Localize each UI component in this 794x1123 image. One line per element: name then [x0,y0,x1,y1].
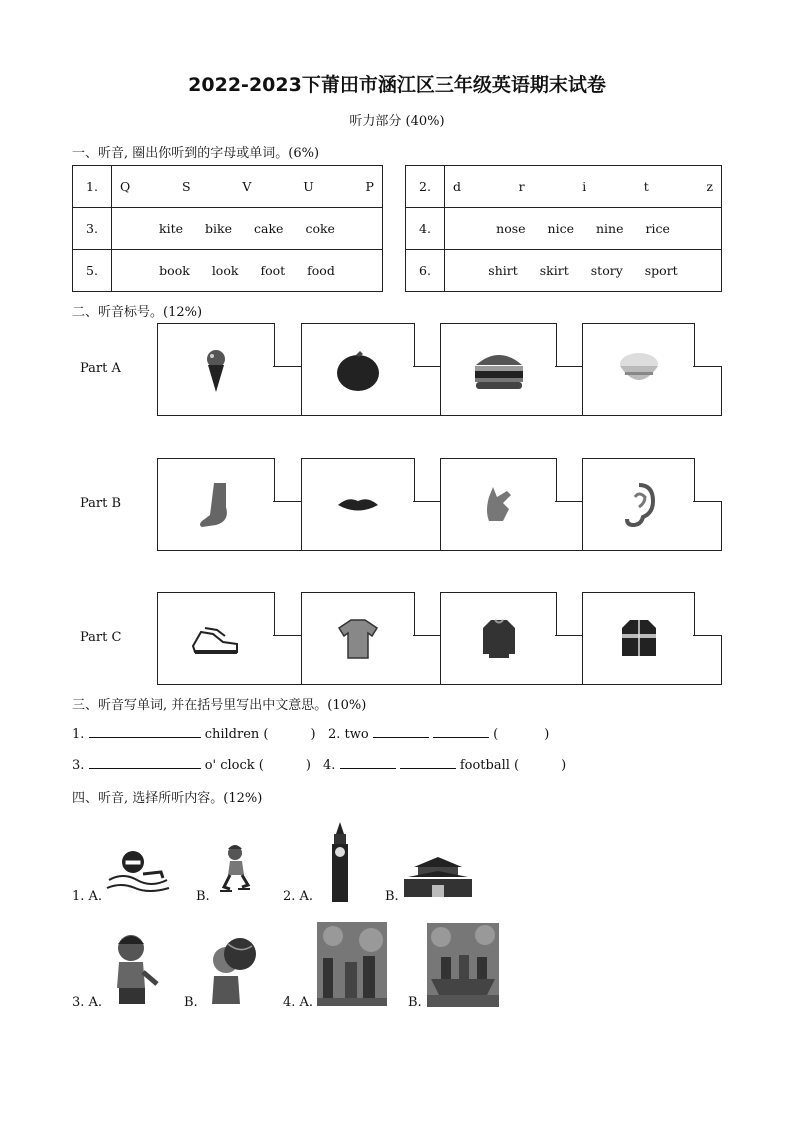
ice-cream-icon [201,347,231,393]
letter-choices [112,179,382,194]
page-subtitle: 听力部分 (40%) [349,114,445,129]
part-a-label: Part A [80,361,121,376]
answer-blank[interactable] [89,725,201,738]
row-number: 6. [406,250,445,292]
jacket-icon [620,618,658,660]
option-label[interactable]: B. [408,995,422,1010]
answer-blank[interactable] [340,756,396,769]
choice[interactable]: t [643,179,649,194]
row-number: 5. [73,250,112,292]
choice[interactable]: P [365,179,374,194]
answer-blank[interactable] [400,756,456,769]
answer-box[interactable] [693,501,722,551]
answer-box[interactable] [555,366,584,416]
option-label[interactable]: 1. A. [72,889,103,904]
picture-box [157,323,275,416]
tiananmen-icon [404,855,472,897]
row-number: 1. [73,166,112,208]
answer-box[interactable] [413,366,442,416]
picture-box [301,592,415,685]
option-label[interactable]: 2. A. [283,889,314,904]
picture-box [157,592,275,685]
section1-heading: 一、听音, 圈出你听到的字母或单词。(6%) [72,146,320,161]
hand-icon [481,485,517,525]
section1-table-right [405,165,722,292]
option-label[interactable]: B. [184,995,198,1010]
choice[interactable]: nine [595,221,624,236]
answer-blank[interactable] [373,725,429,738]
choice[interactable]: i [582,179,587,194]
choice[interactable]: U [303,179,314,194]
word-choices [445,221,721,236]
section2-heading: 二、听音标号。(12%) [72,305,203,320]
foot-icon [196,481,236,529]
part-b-label: Part B [80,496,122,511]
answer-blank[interactable] [89,756,201,769]
choice[interactable]: sport [644,263,678,278]
answer-blank[interactable] [433,725,489,738]
sweater-icon [481,618,517,660]
picture-box [582,458,695,551]
choice[interactable]: Q [120,179,131,194]
answer-box[interactable] [413,501,442,551]
choice[interactable]: book [159,263,190,278]
answer-box[interactable] [555,501,584,551]
answer-box[interactable] [273,635,302,685]
choice[interactable]: skirt [539,263,569,278]
picture-box [301,458,415,551]
boy-running-icon [107,932,159,1006]
choice[interactable]: food [307,263,335,278]
question-3-4: 4. football ( ) [323,758,567,773]
family-walking-photo [317,922,387,1006]
choice[interactable]: S [182,179,191,194]
section3-heading: 三、听音写单词, 并在括号里写出中文意思。(10%) [72,698,367,713]
page-title: 2022-2023下莆田市涵江区三年级英语期末试卷 [188,74,606,96]
clock-tower-icon [328,822,352,902]
swimming-icon [103,846,173,898]
picture-box [157,458,275,551]
option-label[interactable]: B. [196,889,210,904]
answer-box[interactable] [413,635,442,685]
word-choices [445,263,721,278]
choice[interactable]: cake [254,221,284,236]
answer-box[interactable] [693,635,722,685]
word-choices [112,221,382,236]
picture-box [440,592,557,685]
answer-box[interactable] [693,366,722,416]
choice[interactable]: kite [159,221,184,236]
ear-icon [623,483,655,527]
part-c-label: Part C [80,630,122,645]
section1-table-left [72,165,383,292]
girl-ball-icon [206,936,258,1006]
choice[interactable]: look [211,263,239,278]
row-number: 4. [406,208,445,250]
choice[interactable]: r [518,179,525,194]
word-choices [112,263,382,278]
t-shirt-icon [337,618,379,660]
question-3-3: 3. o' clock ( ) [72,758,311,773]
picture-box [440,458,557,551]
choice[interactable]: nice [547,221,574,236]
row-number: 3. [73,208,112,250]
choice[interactable]: story [590,263,623,278]
choice[interactable]: nose [496,221,526,236]
option-label[interactable]: 3. A. [72,995,103,1010]
choice[interactable]: bike [205,221,233,236]
answer-box[interactable] [273,501,302,551]
letter-choices [445,179,721,194]
shoes-icon [191,622,241,656]
picture-box [582,323,695,416]
option-label[interactable]: B. [385,889,399,904]
choice[interactable]: d [453,179,462,194]
picture-box [582,592,695,685]
choice[interactable]: foot [260,263,286,278]
orange-icon [335,348,381,392]
answer-box[interactable] [555,635,584,685]
choice[interactable]: z [706,179,713,194]
mouth-icon [336,496,380,514]
question-3-2: 2. two ( ) [328,727,550,742]
choice[interactable]: shirt [488,263,518,278]
rice-bowl-icon [617,350,661,390]
option-label[interactable]: 4. A. [283,995,314,1010]
picture-box [301,323,415,416]
family-boat-photo [427,923,499,1007]
choice[interactable]: rice [645,221,670,236]
answer-box[interactable] [273,366,302,416]
choice[interactable]: coke [305,221,335,236]
section4-heading: 四、听音, 选择所听内容。(12%) [72,791,263,806]
question-3-1: 1. children ( ) [72,727,316,742]
choice[interactable]: V [242,179,252,194]
skating-icon [218,843,254,895]
row-number: 2. [406,166,445,208]
picture-box [440,323,557,416]
hamburger-icon [473,349,525,391]
